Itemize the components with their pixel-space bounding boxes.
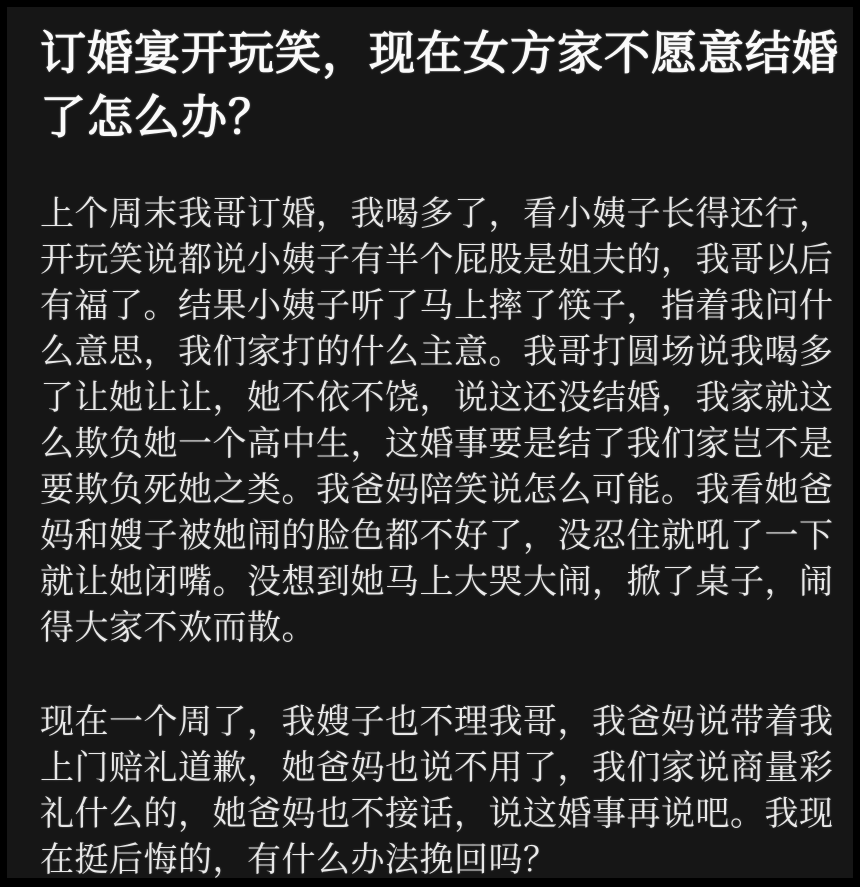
body-text-line: 么意思，我们家打的什么主意。我哥打圆场说我喝多 xyxy=(40,333,834,371)
post-title xyxy=(40,21,839,149)
body-text-line: 了让她让让，她不依不饶，说这还没结婚，我家就这 xyxy=(40,379,834,417)
post-panel xyxy=(7,7,853,878)
body-text-line: 么欺负她一个高中生，这婚事要是结了我们家岂不是 xyxy=(40,425,834,463)
body-text-line: 上门赔礼道歉，她爸妈也说不用了，我们家说商量彩 xyxy=(40,749,834,787)
body-text-line: 得大家不欢而散。 xyxy=(40,609,316,647)
body-text-line: 礼什么的，她爸妈也不接话，说这婚事再说吧。我现 xyxy=(40,795,834,833)
body-text-line: 就让她闭嘴。没想到她马上大哭大闹，掀了桌子，闹 xyxy=(40,563,834,601)
body-text-line: 上个周末我哥订婚，我喝多了，看小姨子长得还行， xyxy=(40,195,834,233)
post-paragraph-2 xyxy=(40,699,833,883)
body-text-line: 开玩笑说都说小姨子有半个屁股是姐夫的，我哥以后 xyxy=(40,241,834,279)
body-text-line: 要欺负死她之类。我爸妈陪笑说怎么可能。我看她爸 xyxy=(40,471,834,509)
body-text-line: 妈和嫂子被她闹的脸色都不好了，没忍住就吼了一下 xyxy=(40,517,834,555)
body-text-line: 在挺后悔的，有什么办法挽回吗？ xyxy=(40,841,558,879)
post-body xyxy=(40,191,833,883)
body-text-line: 现在一个周了，我嫂子也不理我哥，我爸妈说带着我 xyxy=(40,703,834,741)
post-title-line: 订婚宴开玩笑，现在女方家不愿意结婚 xyxy=(40,27,839,79)
body-text-line: 有福了。结果小姨子听了马上摔了筷子，指着我问什 xyxy=(40,287,834,325)
post-paragraph-1 xyxy=(40,191,833,651)
post-title-line: 了怎么办？ xyxy=(40,91,275,143)
